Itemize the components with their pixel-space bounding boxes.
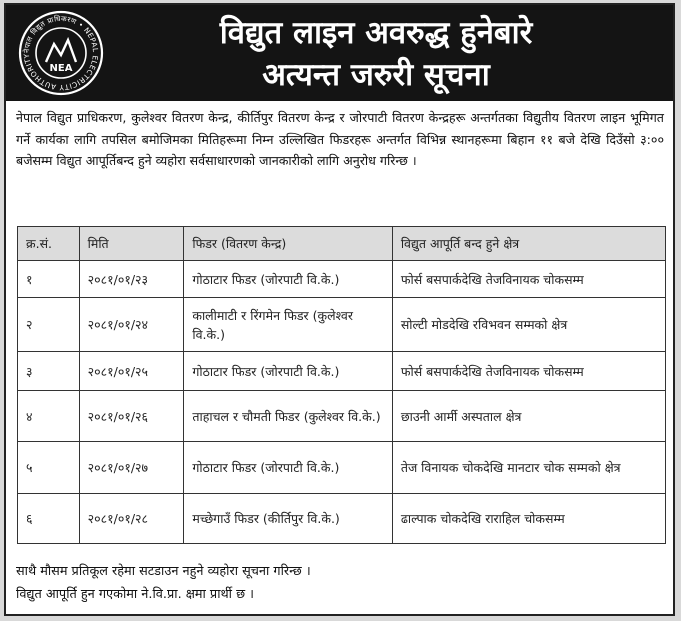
cell-date: २०८१/०१/२३ [79, 261, 184, 298]
footer-note-weather: साथै मौसम प्रतिकूल रहेमा सटडाउन नहुने व्यहोरा सूचना गरिन्छ । [16, 564, 311, 579]
header-date: मिति [79, 227, 184, 261]
header-area: विद्युत आपूर्ति बन्द हुने क्षेत्र [392, 227, 665, 261]
cell-area: छाउनी आर्मी अस्पताल क्षेत्र [392, 391, 665, 442]
cell-feeder: कालीमाटी र रिंगमेन फिडर (कुलेश्वर वि.के.) [184, 298, 392, 352]
notice-header [6, 5, 673, 101]
cell-feeder: मच्छेगाउँ फिडर (कीर्तिपुर वि.के.) [184, 494, 392, 544]
cell-date: २०८१/०१/२६ [79, 391, 184, 442]
table-header-row [18, 227, 666, 261]
logo-ring-text: नेपाल विद्युत प्राधिकरण • NEPAL ELECTRICITY AUTHORITY [21, 13, 101, 93]
table-row [18, 298, 666, 352]
cell-feeder: ताहाचल र चौमती फिडर (कुलेश्वर वि.के.) [184, 391, 392, 442]
table-row [18, 261, 666, 298]
cell-area: सोल्टी मोडदेखि रविभवन सम्मको क्षेत्र [392, 298, 665, 352]
notice-title-line2: अत्यन्त जरुरी सूचना [262, 57, 490, 93]
header-feeder: फिडर (वितरण केन्द्र) [184, 227, 392, 261]
cell-feeder: गोठाटार फिडर (जोरपाटी वि.के.) [184, 261, 392, 298]
cell-sn: ५ [18, 442, 80, 494]
cell-sn: १ [18, 261, 80, 298]
cell-area: फोर्स बसपार्कदेखि तेजविनायक चोकसम्म [392, 352, 665, 391]
table-row [18, 442, 666, 494]
cell-date: २०८१/०१/२४ [79, 298, 184, 352]
table-row [18, 352, 666, 391]
cell-sn: ४ [18, 391, 80, 442]
cell-area: ढाल्पाक चोकदेखि राराहिल चोकसम्म [392, 494, 665, 544]
table-row [18, 494, 666, 544]
cell-date: २०८१/०१/२५ [79, 352, 184, 391]
intro-paragraph: नेपाल विद्युत प्राधिकरण, कुलेश्वर वितरण केन्द्र, कीर्तिपुर वितरण केन्द्र र जोरपाटी वितरण केन्द्रहरू अन्तर्गतका विद्युतीय वितरण लाइन भूमिगत गर्ने कार्यका लागि तपसिल बमोजिमका मितिहरूमा निम्न उल्लिखित फिडरहरू अन्तर्गत विभिन्न स्थानहरूमा बिहान ११ बजे देखि दिउँसो ३:०० बजेसम्म विद्युत आपूर्तिबन्द हुने व्यहोरा सर्वसाधारणको जानकारीको लागि अनुरोध गरिन्छ । [16, 110, 664, 168]
cell-date: २०८१/०१/२७ [79, 442, 184, 494]
table-row [18, 391, 666, 442]
cell-area: फोर्स बसपार्कदेखि तेजविनायक चोकसम्म [392, 261, 665, 298]
outage-schedule-table [17, 226, 666, 544]
cell-date: २०८१/०१/२८ [79, 494, 184, 544]
cell-sn: ३ [18, 352, 80, 391]
logo-center-text: NEA [49, 63, 73, 74]
footer-note-apology: विद्युत आपूर्ति हुन गएकोमा ने.वि.प्रा. क्षमा प्रार्थी छ । [16, 587, 254, 602]
header-sn: क्र.सं. [18, 227, 80, 261]
notice-title-line1: विद्युत लाइन अवरुद्ध हुनेबारे [219, 15, 533, 51]
notice-document [4, 3, 675, 616]
cell-feeder: गोठाटार फिडर (जोरपाटी वि.के.) [184, 442, 392, 494]
cell-sn: ६ [18, 494, 80, 544]
cell-feeder: गोठाटार फिडर (जोरपाटी वि.के.) [184, 352, 392, 391]
nea-logo-icon [18, 10, 104, 96]
cell-area: तेज विनायक चोकदेखि मानटार चोक सम्मको क्षेत्र [392, 442, 665, 494]
cell-sn: २ [18, 298, 80, 352]
